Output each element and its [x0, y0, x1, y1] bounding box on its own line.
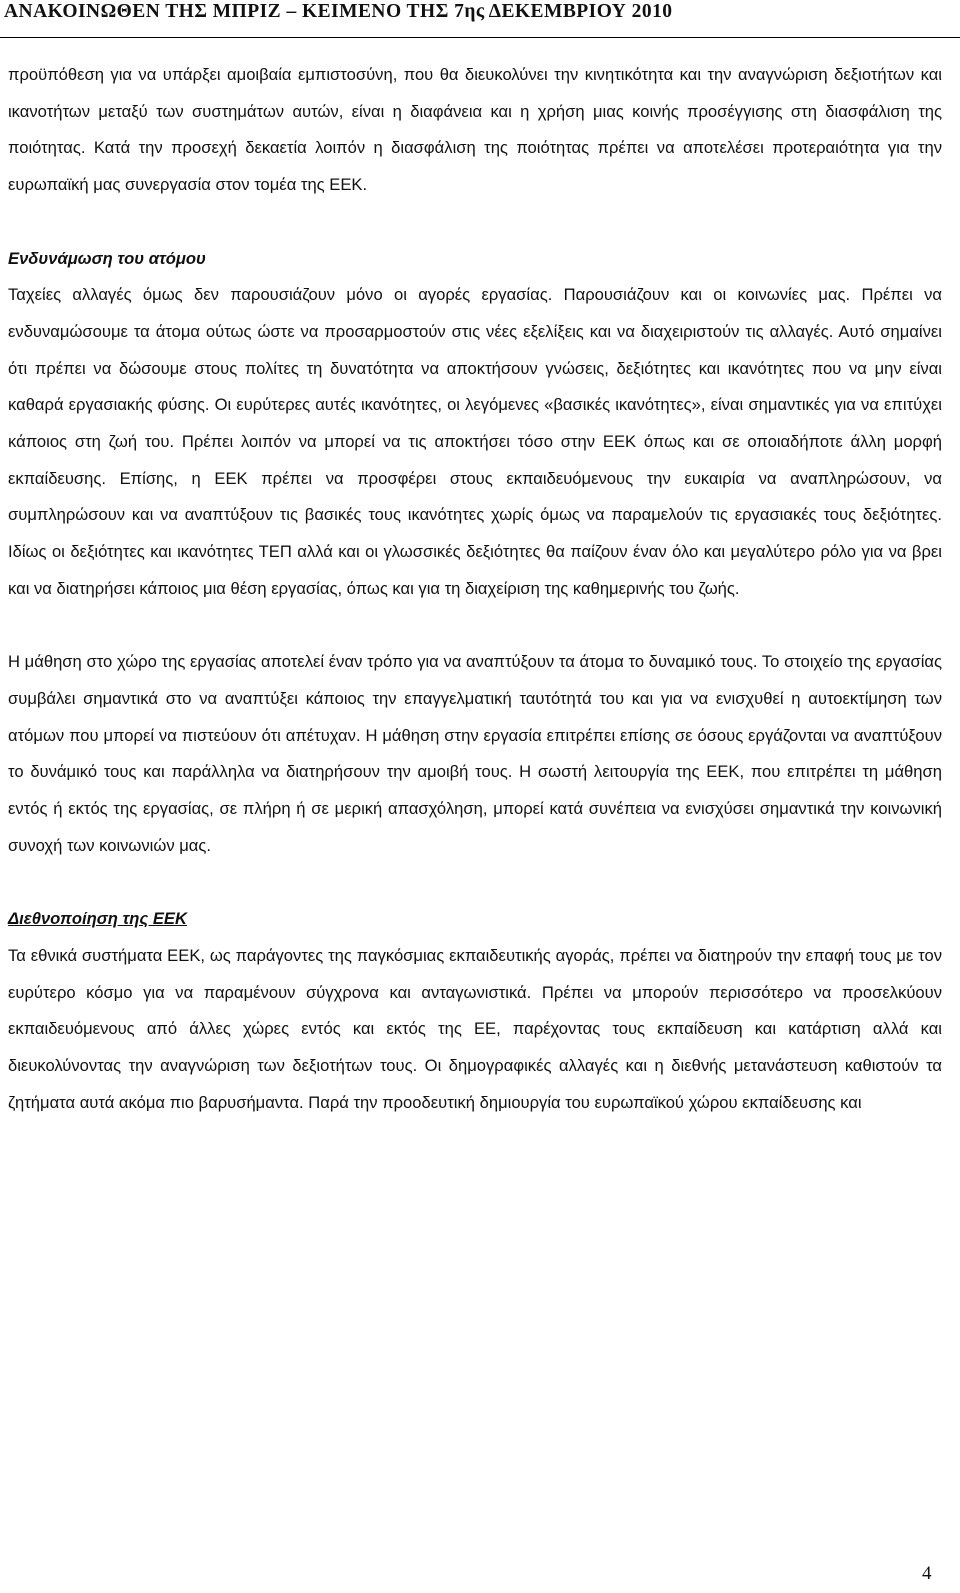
body-paragraph: Ταχείες αλλαγές όμως δεν παρουσιάζουν μόνο οι αγορές εργασίας. Παρουσιάζουν και οι κοινωνίες μας. Πρέπει να ενδυναμώσουμε τα άτομα ούτως ώστε να προσαρμοστούν στις νέες εξελίξεις και να διαχειριστούν τις αλλαγές. Αυτό σημαίνει ότι πρέπει να δώσουμε στους πολίτες τη δυνατότητα να αποκτήσουν γνώσεις, δεξιότητες και ικανότητες που να μην είναι καθαρά εργασιακής φύσης. Οι ευρύτερες αυτές ικανότητες, οι λεγόμενες «βασικές ικανότητες», είναι σημαντικές για να επιτύχει κάποιος στη ζωή του. Πρέπει λοιπόν να μπορεί να τις αποκτήσει τόσο στην ΕΕΚ όπως και σε οποιαδήποτε άλλη μορφή εκπαίδευσης. Επίσης, η ΕΕΚ πρέπει να προσφέρει στους εκπαιδευόμενους την ευκαιρία να αναπληρώσουν, να συμπληρώσουν και να αναπτύξουν τις βασικές τους ικανότητες χωρίς όμως να παραμελούν τις εργασιακές τους δεξιότητες. Ιδίως οι δεξιότητες και ικανότητες ΤΕΠ αλλά και οι γλωσσικές δεξιότητες θα παίζουν έναν όλο και μεγαλύτερο ρόλο για να βρει και να διατηρήσει κάποιος μια θέση εργασίας, όπως και για τη διαχείριση της καθημερινής του ζωής.	[8, 285, 942, 598]
section-heading-internationalisation: Διεθνοποίηση της ΕΕΚ	[8, 909, 187, 929]
body-paragraph: προϋπόθεση για να υπάρξει αμοιβαία εμπιστοσύνη, που θα διευκολύνει την κινητικότητα και την αναγνώριση δεξιοτήτων και ικανοτήτων μεταξύ των συστημάτων αυτών, είναι η διαφάνεια και η χρήση μιας κοινής προσέγγισης στη διασφάλιση της ποιότητας. Κατά την προσεχή δεκαετία λοιπόν η διασφάλιση της ποιότητας πρέπει να αποτελέσει προτεραιότητα για την ευρωπαϊκή μας συνεργασία στον τομέα της ΕΕΚ.	[8, 65, 942, 195]
body-paragraph: Η μάθηση στο χώρο της εργασίας αποτελεί έναν τρόπο για να αναπτύξουν τα άτομα το δυναμικό τους. Το στοιχείο της εργασίας συμβάλει σημαντικά στο να αναπτύξει κάποιος την επαγγελματική ταυτότητά του και για να ενισχυθεί η αυτοεκτίμηση των ατόμων που μπορεί να πιστεύουν ότι απέτυχαν. Η μάθηση στην εργασία επιτρέπει επίσης σε όσους εργάζονται να αναπτύξουν το δυνάμικό τους και παράλληλα να διατηρήσουν την αμοιβή τους. Η σωστή λειτουργία της ΕΕΚ, που επιτρέπει τη μάθηση εντός ή εκτός της εργασίας, σε πλήρη ή σε μερική απασχόληση, μπορεί κατά συνέπεια να ενισχύσει σημαντικά την κοινωνική συνοχή των κοινωνιών μας.	[8, 652, 942, 855]
section-heading-empowerment: Ενδυνάμωση του ατόμου	[8, 248, 206, 268]
page-number: 4	[922, 1563, 932, 1584]
paragraph-spacer	[8, 204, 942, 241]
document-header	[0, 0, 960, 38]
document-body	[8, 57, 942, 1121]
body-paragraph: Τα εθνικά συστήματα ΕΕΚ, ως παράγοντες της παγκόσμιας εκπαιδευτικής αγοράς, πρέπει να διατηρούν την επαφή τους με τον ευρύτερο κόσμο για να παραμένουν σύγχρονα και ανταγωνιστικά. Πρέπει να μπορούν περισσότερο να προσελκύουν εκπαιδευόμενους από άλλες χώρες εντός και εκτός της ΕΕ, παρέχοντας τους εκπαίδευση και κατάρτιση αλλά και διευκολύνοντας την αναγνώριση των δεξιοτήτων τους. Οι δημογραφικές αλλαγές και η διεθνής μετανάστευση καθιστούν τα ζητήματα αυτά ακόμα πιο βαρυσήμαντα. Παρά την προοδευτική δημιουργία του ευρωπαϊκού χώρου εκπαίδευσης και	[8, 945, 942, 1112]
paragraph-spacer	[8, 608, 942, 645]
header-title: ΑΝΑΚΟΙΝΩΘΕΝ ΤΗΣ ΜΠΡΙΖ – ΚΕΙΜΕΝΟ ΤΗΣ 7ης ΔΕΚΕΜΒΡΙΟΥ 2010	[4, 1, 673, 22]
paragraph-spacer	[8, 864, 942, 901]
